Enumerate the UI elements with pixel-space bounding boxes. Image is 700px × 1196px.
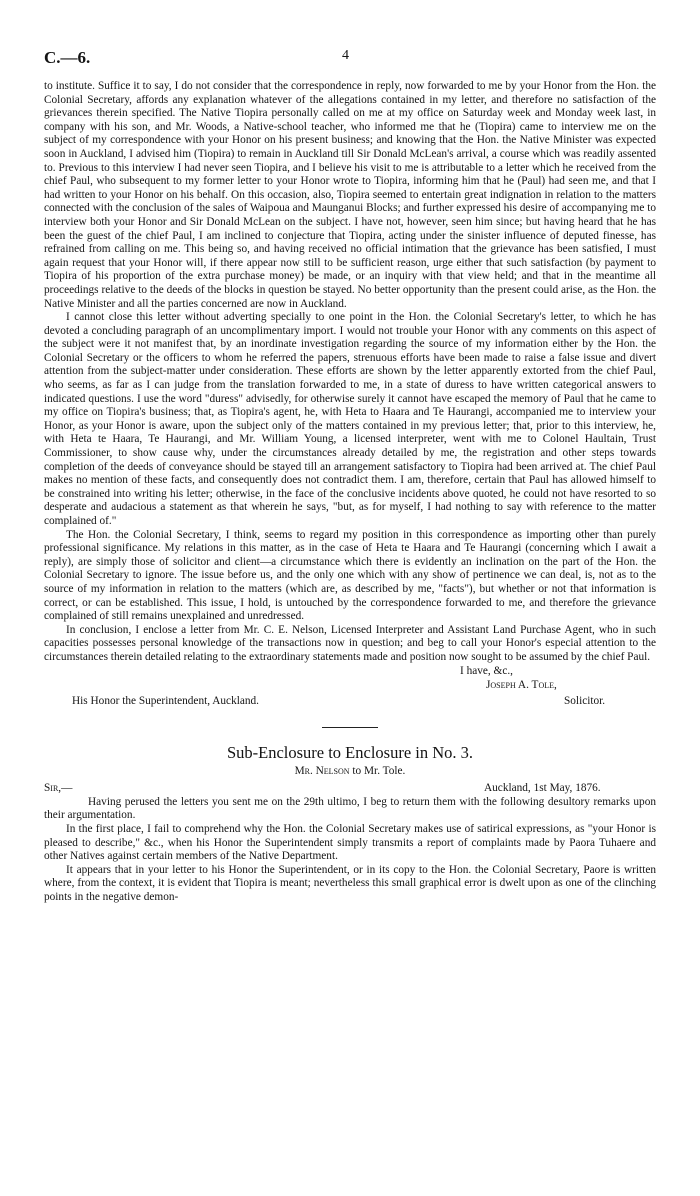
letter-paragraph: It appears that in your letter to his Honor the Superintendent, or in its copy to the Hon. the Colonial Secretary, Paore is written where, from the context, it is evident that Tiopira is meant; nevertheless this small graphical error is dwelt upon as one of the clinching points in the negative demon- bbox=[44, 863, 656, 903]
body-paragraph: to institute. Suffice it to say, I do not consider that the correspondence in reply, now forwarded to me by your Honor from the Hon. the Colonial Secretary, affords any explanation whatever of the allegations contained in my letter, and therefore no satisfaction of the grievances therein specified. The Native Tiopira personally called on me at my office on Saturday week and Monday week last, in company with his son, and Mr. Woods, a Native-school teacher, who informed me that he (Tiopira) came to interview me on the subject of my correspondence with your Honor on his present business; and knowing that the Hon. the Native Minister was expected soon in Auckland, I advised him (Tiopira) to remain in Auckland till Sir Donald McLean's arrival, a course which was readily assented to. Previous to this interview I had never seen Tiopira, and I believe his visit to me is attributable to a letter which he received from the chief Paul, who subsequent to my former letter to your Honor wrote to Tiopira, informing him that he (Paul) had seen me, and that I had written to your Honor on his behalf. On this occasion, also, Tiopira seemed to entertain great indignation in relation to the matters connected with the conclusion of the sales of Waipoua and Maunganui Blocks; and further expressed his desire of accompanying me to interview both your Honor and Sir Donald McLean on the subject. I have not, however, seen him since; but having heard that he has been the guest of the chief Paul, I am inclined to conjecture that Tiopira, acting under the sinister influence of deputed finesse, has refrained from calling on me. This being so, and having received no official intimation that the grievance has been satisfied, I must again request that your Honor will, if there appear now still to be sufficient reason, urge either that such satisfaction (by payment to Tiopira of his proportion of the extra purchase money) be made, or an inquiry with that view held; and that in the meantime all proceedings relative to the deeds of the blocks in question be stayed. No better opportunity than the present could arise, as the Hon. the Native Minister and all the parties concerned are now in Auckland. bbox=[44, 80, 656, 310]
recipient: Mr. Tole. bbox=[364, 765, 406, 778]
document-body bbox=[44, 80, 656, 904]
signer-name: Joseph A. Tole, bbox=[486, 678, 557, 691]
body-paragraph: The Hon. the Colonial Secretary, I think, seems to regard my position in this correspondence as importing other than purely professional significance. My relations in this matter, as in the case of Heta te Haara and Te Haurangi (concerning which I await a reply), are simply those of solicitor and client—a circumstance which there is evidently an inclination on the part of the Hon. the Colonial Secretary to ignore. The issue before us, and the only one which with any show of pertinence we can deal, is, not as to the source of my information in relation to the matters (which are, as described by me, "facts"), but whether or not that information is correct, or can be established. This issue, I hold, is untouched by the correspondence forwarded to me, and therefore the grievance complained of still remains unexplained and unredressed. bbox=[44, 528, 656, 623]
sender: Mr. Nelson bbox=[294, 765, 350, 778]
closing: I have, &c., bbox=[460, 664, 514, 677]
letter-paragraph: Having perused the letters you sent me on the 29th ultimo, I beg to return them with the following desultory remarks upon their argumentation. bbox=[44, 795, 656, 822]
section-divider bbox=[322, 727, 378, 728]
body-paragraph: In conclusion, I enclose a letter from Mr. C. E. Nelson, Licensed Interpreter and Assistant Land Purchase Agent, who in such capacities possesses personal knowledge of the transactions now in question; and beg to call your Honor's especial attention to the circumstances therein detailed relating to the extraordinary statements made and position now sought to be assumed by the chief Paul. bbox=[44, 623, 656, 663]
section-heading: Sub-Enclosure to Enclosure in No. 3. bbox=[226, 742, 474, 762]
signer-title: Solicitor. bbox=[564, 694, 606, 707]
correspondents-line bbox=[44, 765, 656, 779]
page-header bbox=[44, 48, 656, 70]
place-date: Auckland, 1st May, 1876. bbox=[484, 781, 601, 794]
letter-paragraph: In the first place, I fail to comprehend why the Hon. the Colonial Secretary makes use of satirical expressions, as "your Honor is pleased to describe," &c., when his Honor the Superintendent simply transmits a report of complaints made by Paora Tuhaere and other Natives against certain members of the Native Department. bbox=[44, 822, 656, 863]
addressee: His Honor the Superintendent, Auckland. bbox=[72, 694, 259, 707]
to-word: to bbox=[352, 765, 362, 778]
salutation: Sir,— bbox=[44, 781, 73, 794]
body-paragraph: I cannot close this letter without adverting specially to one point in the Hon. the Colonial Secretary's letter, to which he has devoted a concluding paragraph of an uncomplimentary import. I would not trouble your Honor with any comments on this aspect of the subject were it not manifest that, by an inordinate investigation regarding the source of my information either by the Hon. the Colonial Secretary or the officers to whom he referred the papers, strenuous efforts have been made to raise a false issue and divert attention from the subject-matter under consideration. These efforts are shown by the letter apparently extorted from the chief Paul, who seems, as far as I can judge from the translation forwarded to me, in a state of duress to have written categorical answers to indicated questions. I use the word "duress" advisedly, for otherwise surely it cannot have escaped the memory of Paul that he came to my office on Tiopira's business; that, as Tiopira's agent, he, with Heta to Haara and Te Haurangi, accompanied me to interview your Honor, as your Honor is aware, upon the subject only of the matters contained in my previous letter; that, prior to this interview, he, with Heta te Haara, Te Haurangi, and Mr. William Young, a licensed interpreter, went with me to Colonel Haultain, Trust Commissioner, to show cause why, under the circumstances already detailed by me, the registration and other steps towards completion of the deeds of conveyance should be stayed till an arrangement satisfactory to Tiopira had been arrived at. The chief Paul makes no mention of these facts, and consequently does not contradict them. I am, therefore, certain that Paul has allowed himself to be constrained into writing his letter; otherwise, in the face of the conclusive incidents above quoted, he could not have resorted to so desperate and audacious a statement as that wherein he says, "but, as for myself, I had nothing to say with reference to the matter complained of." bbox=[44, 311, 656, 527]
signature-block bbox=[44, 665, 656, 721]
salutation-row bbox=[44, 782, 656, 796]
document-reference: C.—6. bbox=[44, 48, 91, 67]
page-number: 4 bbox=[342, 48, 349, 63]
